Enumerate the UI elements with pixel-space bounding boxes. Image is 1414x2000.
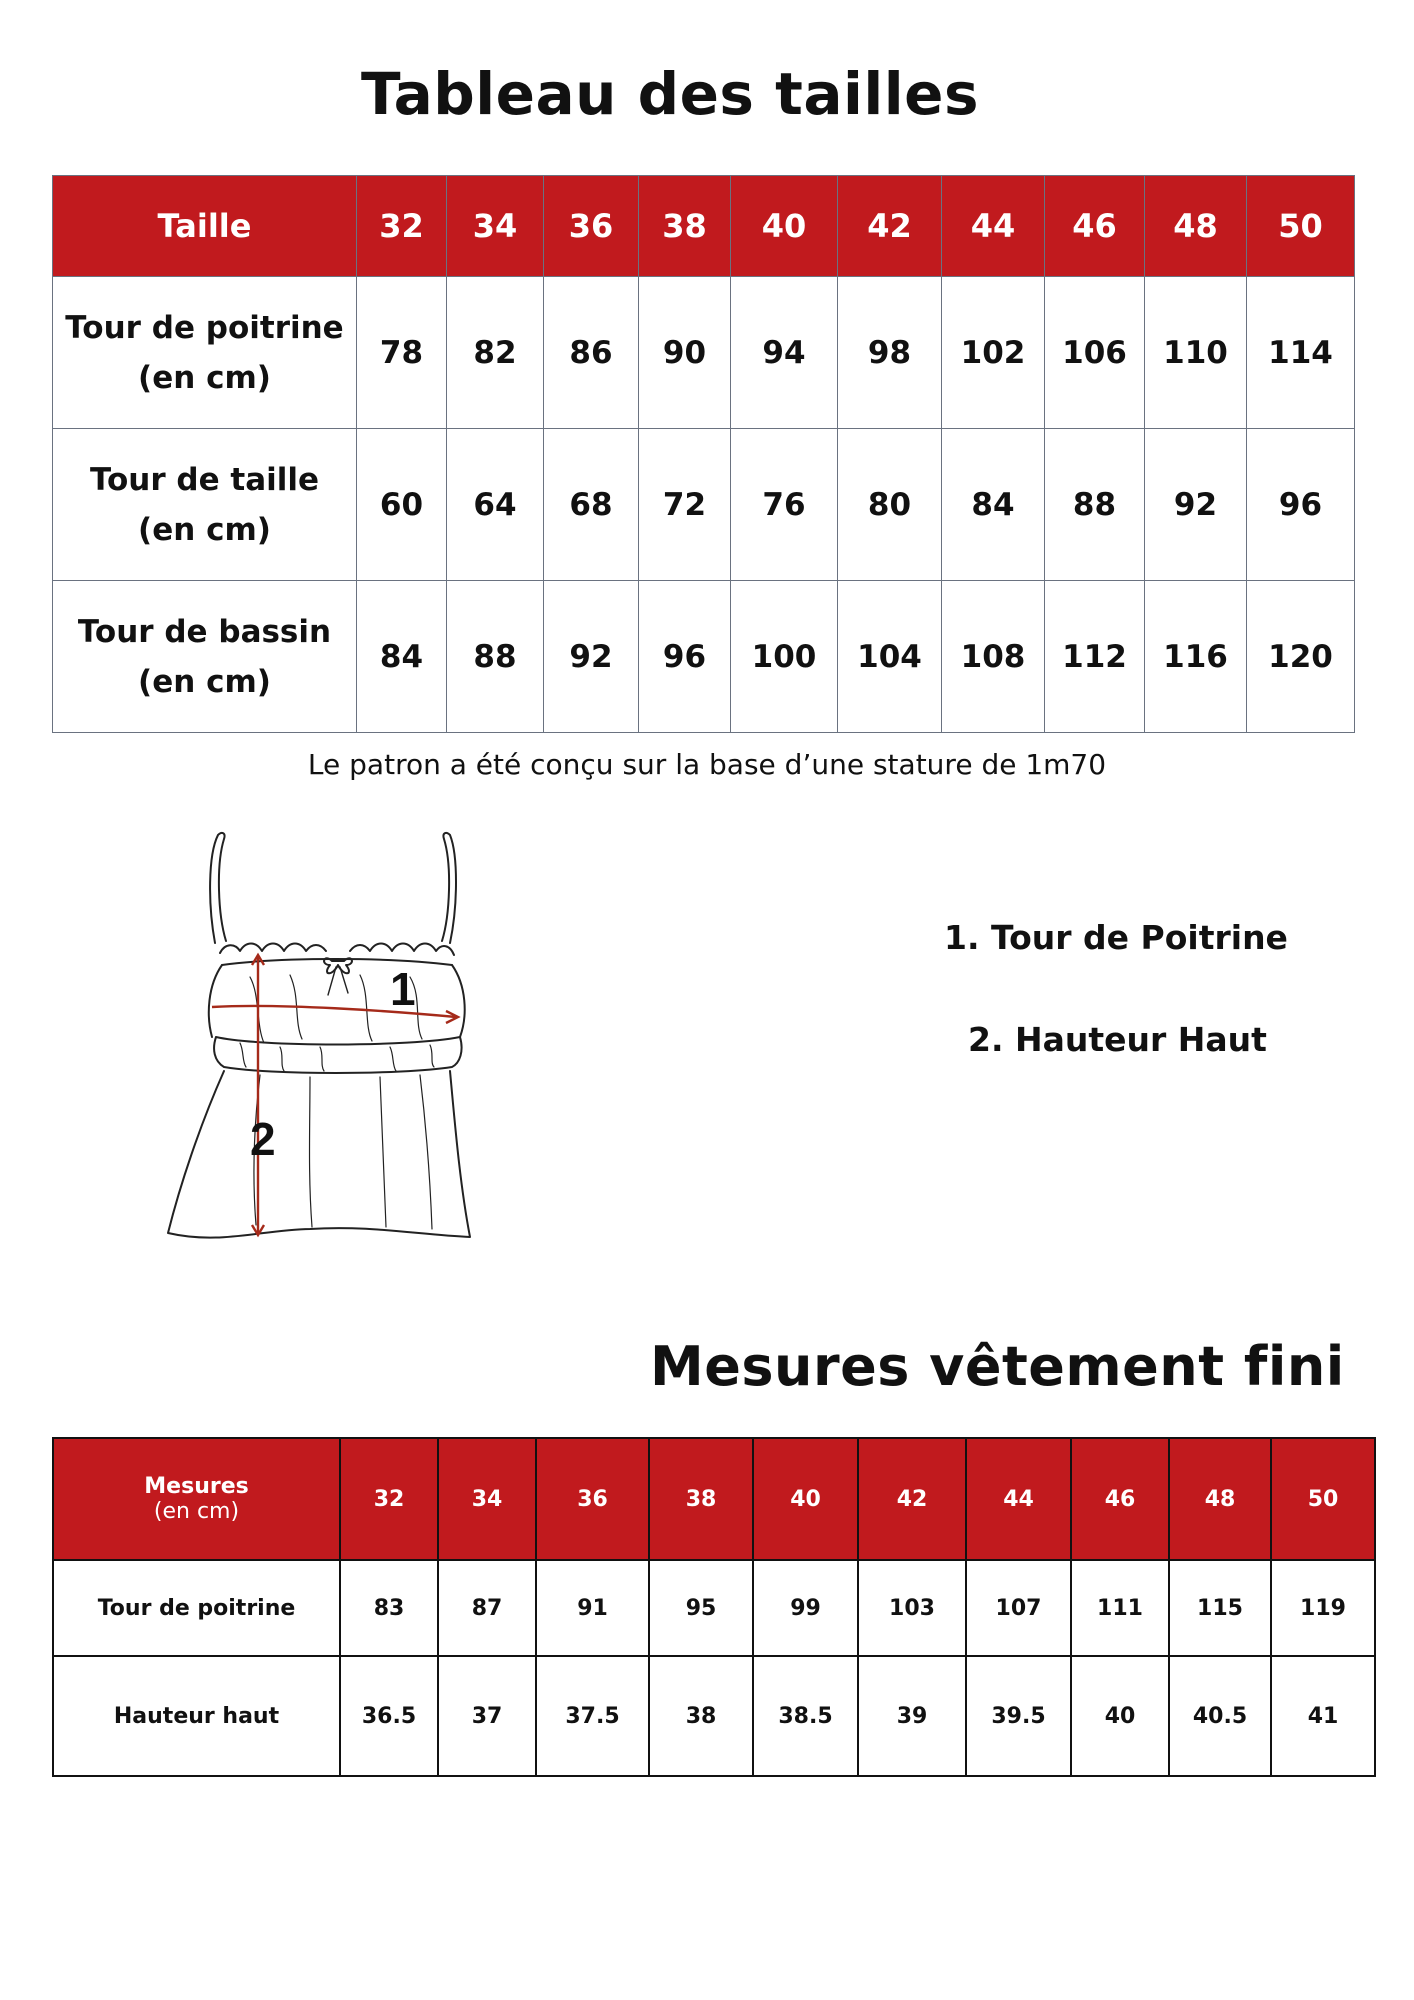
row-label-line1: Tour de bassin [77,613,332,650]
row-label-line2: (en cm) [138,359,271,396]
marker-2: 2 [250,1113,276,1165]
table-cell: 92 [1145,429,1247,581]
table-cell: 86 [544,277,639,429]
table-cell: 106 [1045,277,1145,429]
table-cell: 120 [1247,581,1355,733]
table-cell: 38 [649,1656,753,1776]
table-cell: 88 [447,581,544,733]
table-cell: 41 [1271,1656,1375,1776]
table-cell: 91 [536,1560,649,1656]
finished-header-label [53,1438,340,1560]
table-cell: 99 [753,1560,858,1656]
table-row [53,1656,1375,1776]
table-cell: 114 [1247,277,1355,429]
table-cell: 80 [838,429,942,581]
table-cell: 78 [357,277,447,429]
row-label [53,581,357,733]
size-header-cell: 32 [357,176,447,277]
table-cell: 115 [1169,1560,1271,1656]
table-cell: 83 [340,1560,438,1656]
table-cell: 90 [639,277,731,429]
row-label: Tour de poitrine [53,1560,340,1656]
finished-table-header-row [53,1438,1375,1560]
table-cell: 116 [1145,581,1247,733]
row-label-line1: Tour de poitrine [65,309,344,346]
size-header-cell: 32 [340,1438,438,1560]
size-chart-table [52,175,1355,733]
finished-header-label-line1: Mesures [144,1474,249,1499]
table-cell: 38.5 [753,1656,858,1776]
row-label-line1: Tour de taille [89,461,320,498]
finished-header-label-line2: (en cm) [153,1499,240,1524]
left-strap [210,833,226,943]
table-cell: 111 [1071,1560,1169,1656]
table-cell: 92 [544,581,639,733]
table-cell: 37.5 [536,1656,649,1776]
table-cell: 40.5 [1169,1656,1271,1776]
row-label-line2: (en cm) [138,511,271,548]
legend-item-1: 1. Tour de Poitrine [944,918,1288,957]
table-cell: 36.5 [340,1656,438,1776]
table-row [53,1560,1375,1656]
row-label [53,277,357,429]
size-header-cell: 36 [544,176,639,277]
finished-measurements-title: Mesures vêtement fini [650,1335,1345,1398]
size-header-cell: 34 [438,1438,536,1560]
table-cell: 108 [942,581,1045,733]
stature-note: Le patron a été conçu sur la base d’une stature de 1m70 [307,748,1107,781]
size-table-header-row [53,176,1355,277]
table-cell: 95 [649,1560,753,1656]
size-header-cell: 42 [858,1438,966,1560]
table-row [53,581,1355,733]
size-header-cell: 46 [1045,176,1145,277]
size-header-cell: 46 [1071,1438,1169,1560]
size-header-cell: 34 [447,176,544,277]
table-cell: 96 [639,581,731,733]
table-cell: 72 [639,429,731,581]
table-cell: 112 [1045,581,1145,733]
table-cell: 96 [1247,429,1355,581]
size-header-cell: 40 [731,176,838,277]
peplum-folds [254,1075,432,1229]
table-cell: 98 [838,277,942,429]
table-cell: 76 [731,429,838,581]
size-header-cell: 36 [536,1438,649,1560]
table-cell: 88 [1045,429,1145,581]
waistband [214,1037,462,1073]
row-label-line2: (en cm) [138,663,271,700]
row-label [53,429,357,581]
bow [324,958,352,973]
top-ruffle [220,944,454,956]
table-cell: 60 [357,429,447,581]
size-header-cell: 48 [1169,1438,1271,1560]
size-header-cell: 38 [649,1438,753,1560]
table-cell: 82 [447,277,544,429]
table-cell: 102 [942,277,1045,429]
size-header-cell: 44 [966,1438,1071,1560]
right-strap [442,833,456,943]
marker-1: 1 [390,963,416,1015]
table-cell: 94 [731,277,838,429]
table-cell: 110 [1145,277,1247,429]
waist-gathers [240,1043,434,1071]
size-header-cell: 38 [639,176,731,277]
table-cell: 119 [1271,1560,1375,1656]
table-cell: 107 [966,1560,1071,1656]
page-title: Tableau des tailles [360,60,980,128]
table-cell: 84 [357,581,447,733]
bust-measure-line [212,1006,456,1017]
table-cell: 39.5 [966,1656,1071,1776]
size-header-label: Taille [53,176,357,277]
bow-ties [328,967,348,995]
legend-item-2: 2. Hauteur Haut [968,1020,1267,1059]
table-cell: 68 [544,429,639,581]
table-row [53,429,1355,581]
bust-sides [209,965,465,1037]
table-cell: 103 [858,1560,966,1656]
table-row [53,277,1355,429]
size-header-cell: 48 [1145,176,1247,277]
table-cell: 40 [1071,1656,1169,1776]
table-cell: 37 [438,1656,536,1776]
table-cell: 104 [838,581,942,733]
camisole-illustration [160,825,520,1265]
table-cell: 100 [731,581,838,733]
table-cell: 39 [858,1656,966,1776]
finished-measurements-table [52,1437,1376,1777]
row-label: Hauteur haut [53,1656,340,1776]
table-cell: 84 [942,429,1045,581]
table-cell: 87 [438,1560,536,1656]
table-cell: 64 [447,429,544,581]
size-header-cell: 50 [1247,176,1355,277]
size-header-cell: 50 [1271,1438,1375,1560]
size-header-cell: 42 [838,176,942,277]
peplum [168,1071,470,1238]
size-header-cell: 40 [753,1438,858,1560]
size-header-cell: 44 [942,176,1045,277]
